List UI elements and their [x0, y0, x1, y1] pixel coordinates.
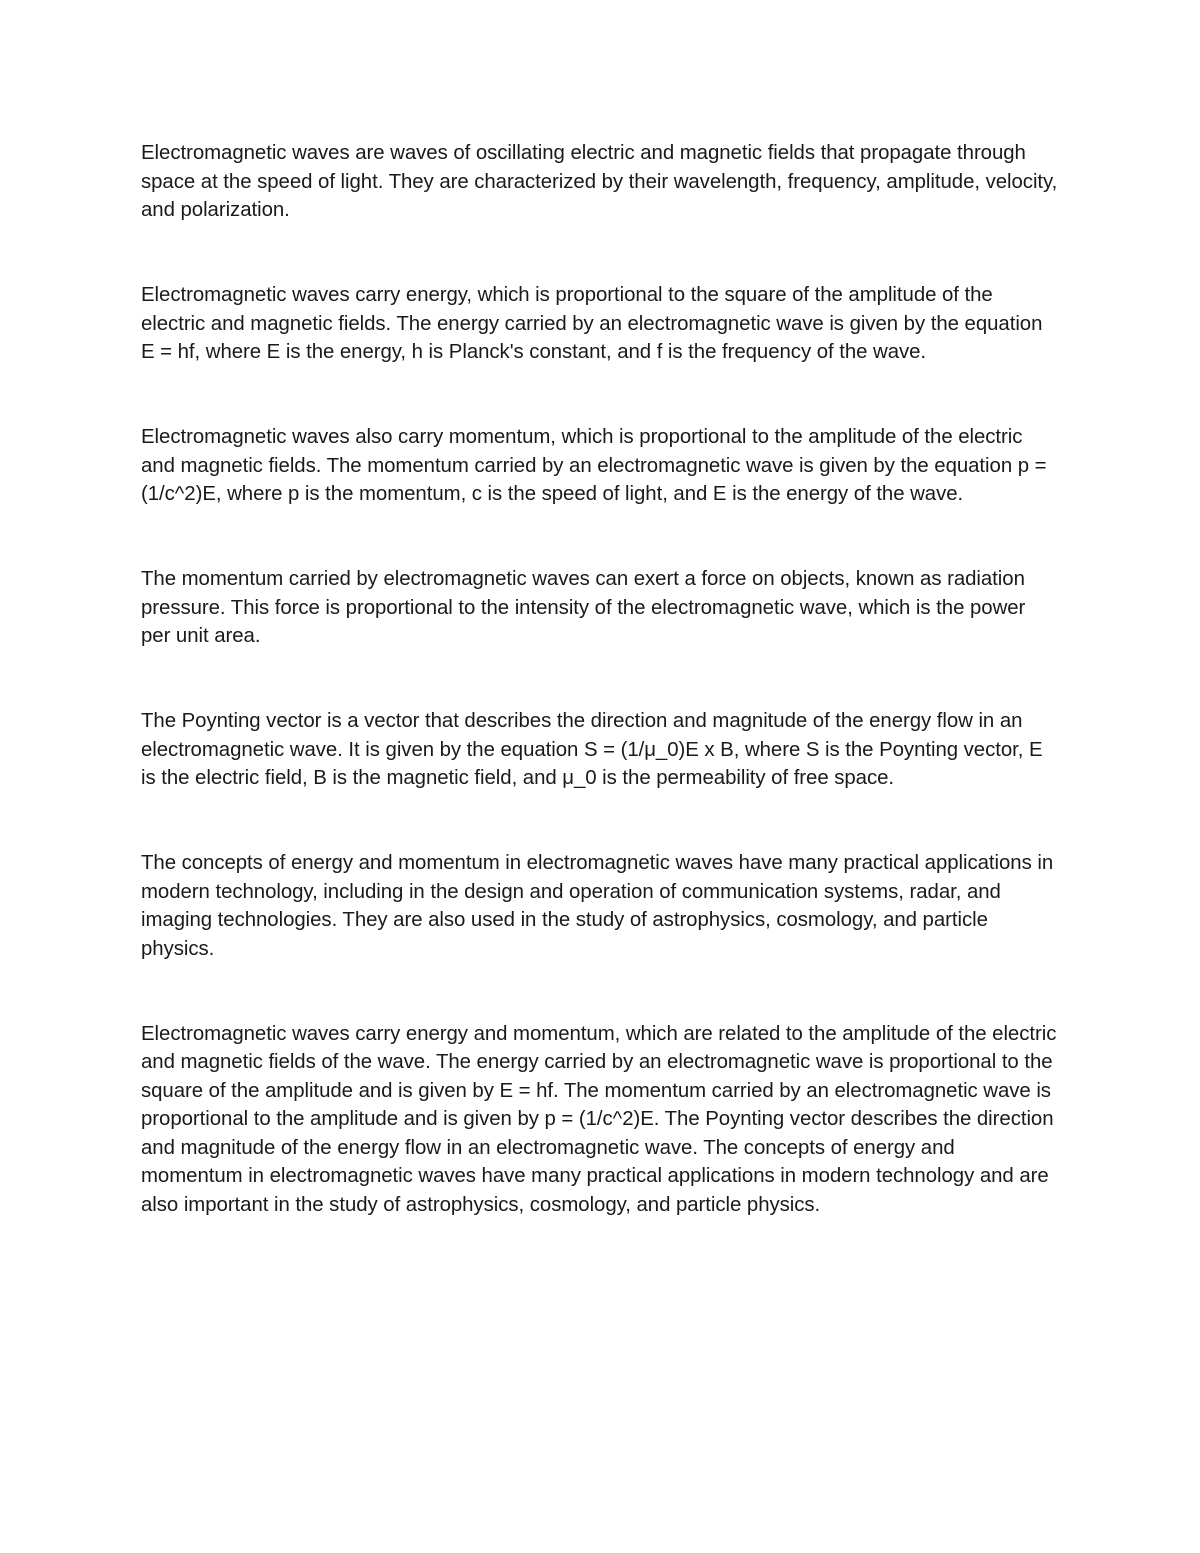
paragraph-applications: The concepts of energy and momentum in electromagnetic waves have many practical applications in modern technology, including in the design and operation of communication systems, radar, and imaging technologies. They are also used in the study of astrophysics, cosmology, and particle physics.: [141, 852, 1054, 960]
paragraph-poynting-vector: The Poynting vector is a vector that describes the direction and magnitude of the energy flow in an electromagnetic wave. It is given by the equation S = (1/μ_0)E x B, where S is the Poynting vector, E is the electric field, B is the magnetic field, and μ_0 is the permeability of free space.: [141, 710, 1043, 789]
paragraph-energy: Electromagnetic waves carry energy, which is proportional to the square of the amplitude of the electric and magnetic fields. The energy carried by an electromagnetic wave is given by the equation E = hf, where E is the energy, h is Planck's constant, and f is the frequency of the wave.: [141, 284, 1043, 363]
paragraph-momentum: Electromagnetic waves also carry momentum, which is proportional to the amplitude of the electric and magnetic fields. The momentum carried by an electromagnetic wave is given by the equation p = (1/c^2)E, where p is the momentum, c is the speed of light, and E is the energy of the wave.: [141, 426, 1047, 505]
paragraph-summary: Electromagnetic waves carry energy and momentum, which are related to the amplitude of the electric and magnetic fields of the wave. The energy carried by an electromagnetic wave is proportional to the square of the amplitude and is given by E = hf. The momentum carried by an electromagnetic wave is proportional to the amplitude and is given by p = (1/c^2)E. The Poynting vector describes the direction and magnitude of the energy flow in an electromagnetic wave. The concepts of energy and momentum in electromagnetic waves have many practical applications in modern technology and are also important in the study of astrophysics, cosmology, and particle physics.: [141, 1022, 1057, 1216]
paragraph-radiation-pressure: The momentum carried by electromagnetic waves can exert a force on objects, known as radiation pressure. This force is proportional to the intensity of the electromagnetic wave, which is the power per unit area.: [141, 568, 1026, 647]
document-body: [141, 139, 1059, 1219]
paragraph-em-waves-intro: Electromagnetic waves are waves of oscillating electric and magnetic fields that propagate through space at the speed of light. They are characterized by their wavelength, frequency, amplitude, velocity, and polarization.: [141, 142, 1058, 221]
